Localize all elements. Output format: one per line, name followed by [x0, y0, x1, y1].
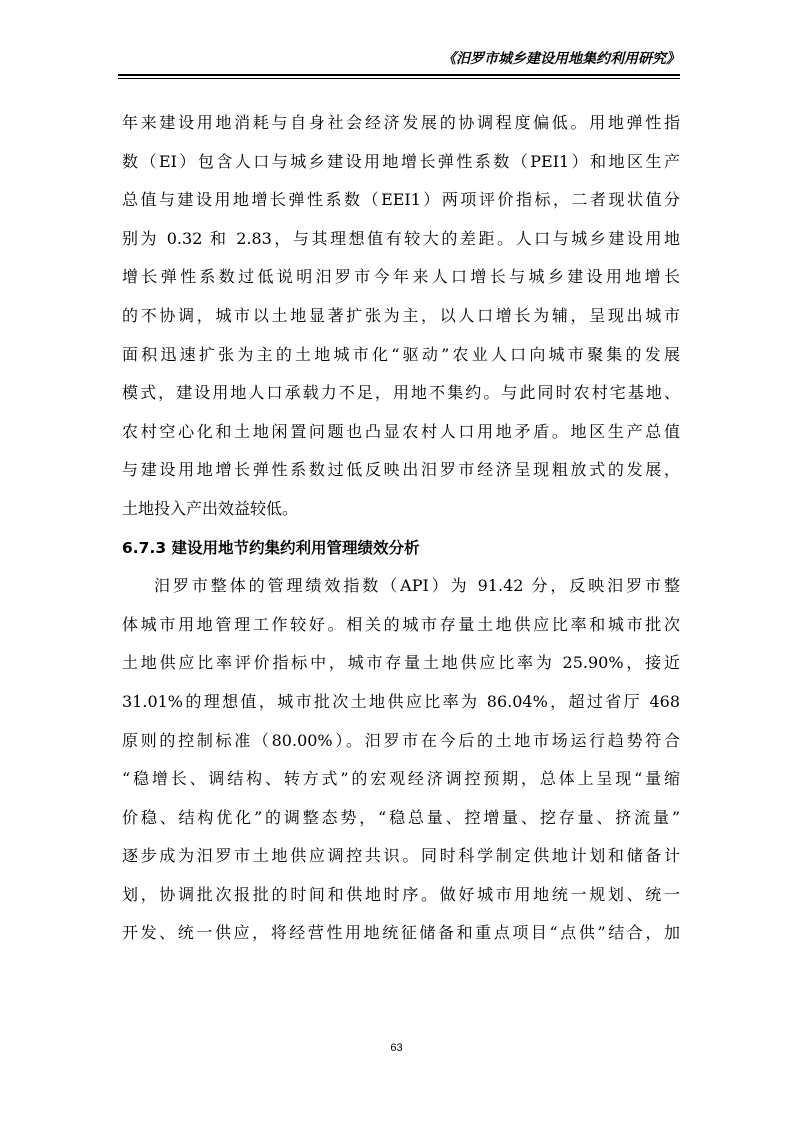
- paragraph-line: 划，协调批次报批的时间和供地时序。做好城市用地统一规划、统一: [122, 884, 680, 904]
- paragraph-line: 总值与建设用地增长弹性系数（EEI1）两项评价指标，二者现状值分: [122, 190, 680, 210]
- paragraph-line: 土地投入产出效益较低。: [122, 498, 299, 518]
- paragraph-line: 体城市用地管理工作较好。相关的城市存量土地供应比率和城市批次: [122, 614, 680, 634]
- paragraph-line: 农村空心化和土地闲置问题也凸显农村人口用地矛盾。地区生产总值: [122, 421, 680, 441]
- section-heading: 6.7.3 建设用地节约集约利用管理绩效分析: [122, 538, 420, 557]
- paragraph-line: 年来建设用地消耗与自身社会经济发展的协调程度偏低。用地弹性指: [122, 113, 680, 132]
- body-text: [122, 104, 680, 953]
- paragraph-line: 汨罗市整体的管理绩效指数（API）为 91.42 分，反映汨罗市整: [154, 576, 680, 596]
- paragraph-line: 模式，建设用地人口承载力不足，用地不集约。与此同时农村宅基地、: [122, 383, 680, 403]
- paragraph-line: 的不协调，城市以土地显著扩张为主，以人口增长为辅，呈现出城市: [122, 305, 680, 325]
- paragraph-line: 增长弹性系数过低说明汨罗市今年来人口增长与城乡建设用地增长: [122, 267, 680, 287]
- paragraph-line: 31.01%的理想值，城市批次土地供应比率为 86.04%，超过省厅 468: [122, 691, 680, 711]
- paragraph-line: 价稳、结构优化”的调整态势，“稳总量、控增量、挖存量、挤流量”: [122, 807, 680, 827]
- paragraph-line: 别为 0.32 和 2.83，与其理想值有较大的差距。人口与城乡建设用地: [122, 228, 680, 248]
- header-rule-thin: [118, 78, 680, 79]
- paragraph-line: 逐步成为汨罗市土地供应调控共识。同时科学制定供地计划和储备计: [122, 846, 680, 866]
- paragraph-line: 土地供应比率评价指标中，城市存量土地供应比率为 25.90%，接近: [122, 653, 680, 673]
- paragraph-line: 原则的控制标准（80.00%）。汨罗市在今后的土地市场运行趋势符合: [122, 730, 680, 750]
- page-number: 63: [390, 1042, 403, 1054]
- paragraph-line: 与建设用地增长弹性系数过低反映出汨罗市经济呈现粗放式的发展，: [122, 460, 680, 480]
- header-rule-thick: [118, 74, 680, 76]
- paragraph-line: 面积迅速扩张为主的土地城市化“驱动”农业人口向城市聚集的发展: [122, 344, 680, 364]
- running-header: 《汨罗市城乡建设用地集约利用研究》: [442, 51, 680, 67]
- paragraph-line: 开发、统一供应，将经营性用地统征储备和重点项目“点供”结合，加: [122, 923, 680, 943]
- paragraph-line: 数（EI）包含人口与城乡建设用地增长弹性系数（PEI1）和地区生产: [122, 151, 680, 171]
- paragraph-line: “稳增长、调结构、转方式”的宏观经济调控预期，总体上呈现“量缩: [122, 769, 680, 789]
